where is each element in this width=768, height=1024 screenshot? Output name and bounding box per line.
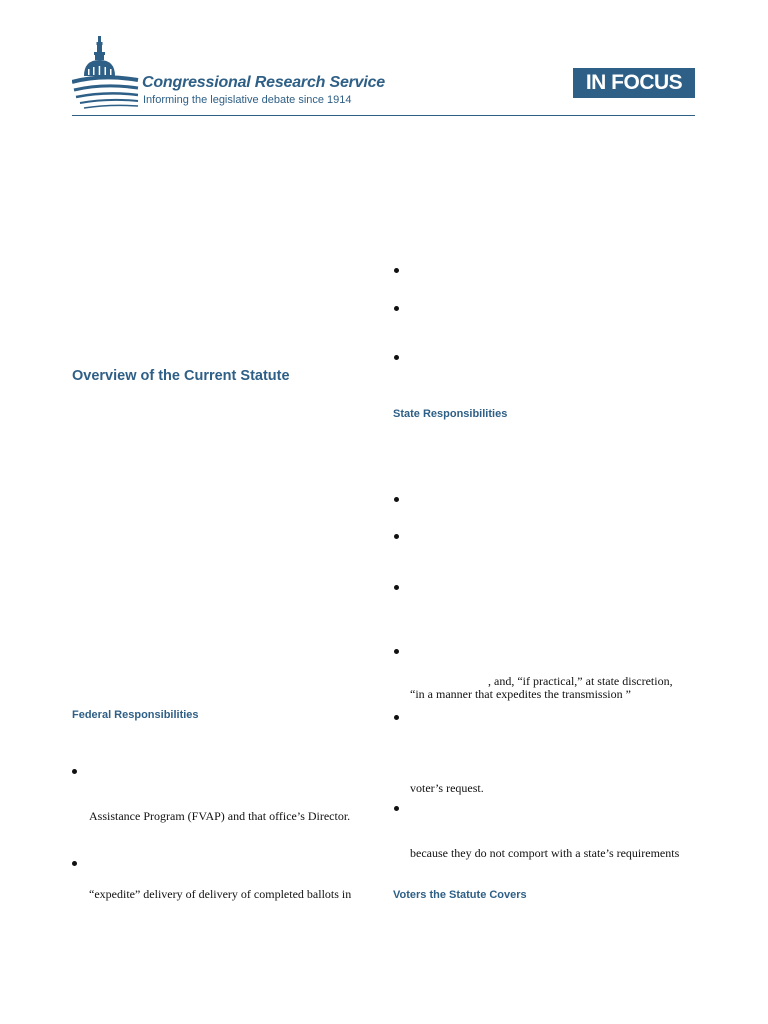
bullet-marker [394,355,399,360]
bullet-marker [394,585,399,590]
bullet-marker [72,769,77,774]
federal-item-1-text: Assistance Program (FVAP) and that office’s Director. [89,809,351,823]
state-text-line: “in a manner that expedites the transmission ” [410,687,631,701]
bullet-marker [394,649,399,654]
bullet-marker [72,861,77,866]
bullet-marker [394,268,399,273]
federal-responsibilities-heading: Federal Responsibilities [72,709,199,721]
header-divider [72,115,695,116]
capitol-dome-icon [72,36,140,110]
state-responsibilities-heading: State Responsibilities [393,408,508,420]
bullet-marker [394,534,399,539]
overview-heading: Overview of the Current Statute [72,368,290,384]
voters-covered-heading: Voters the Statute Covers [393,889,527,901]
org-name: Congressional Research Service [142,74,386,91]
bullet-marker [394,497,399,502]
state-text-line: , and, “if practical,” at state discretion, [488,674,673,688]
org-tagline: Informing the legislative debate since 1914 [143,94,352,106]
bullet-marker [394,306,399,311]
state-text-line: voter’s request. [410,781,484,795]
bullet-marker [394,715,399,720]
state-text-line: because they do not comport with a state’s requirements [410,846,680,860]
in-focus-badge: IN FOCUS [573,68,695,98]
bullet-marker [394,806,399,811]
federal-item-2-text: “expedite” delivery of delivery of completed ballots in [89,887,352,901]
